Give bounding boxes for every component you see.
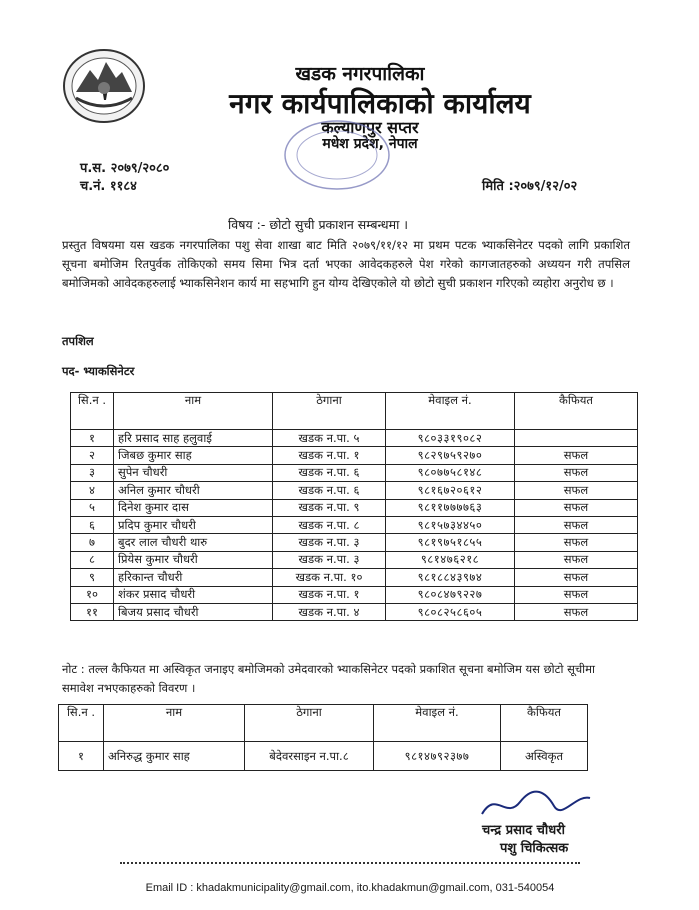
- table-row: [59, 742, 588, 771]
- col-remark-header: कैफियत: [515, 393, 638, 430]
- cell-sn: ७: [71, 534, 114, 551]
- cell-sn: १: [71, 430, 114, 447]
- cell-remark: सफल: [515, 551, 638, 568]
- cell-address: बेदेवरसाइन न.पा.८: [245, 742, 374, 771]
- cell-sn: ९: [71, 569, 114, 586]
- col-mobile-header: मेवाइल नं.: [374, 705, 501, 742]
- cell-address: खडक न.पा. ५: [273, 430, 386, 447]
- col-address-header: ठेगाना: [273, 393, 386, 430]
- cell-address: खडक न.पा. ३: [273, 534, 386, 551]
- col-name-header: नाम: [114, 393, 273, 430]
- table-row: [71, 534, 638, 551]
- office-title: नगर कार्यपालिकाको कार्यालय: [229, 87, 531, 120]
- cell-remark: अस्विकृत: [501, 742, 588, 771]
- cell-remark: सफल: [515, 516, 638, 533]
- cell-name: शंकर प्रसाद चौधरी: [114, 586, 273, 603]
- nepal-emblem-logo: [62, 48, 146, 124]
- cell-mobile: ९८०३३१९०८२: [386, 430, 515, 447]
- note-paragraph: नोट : तल्ल कैफियत मा अस्विकृत जनाइए बमोजिमको उमेदवारको भ्याकसिनेटर पदको प्रकाशित सूचना बमोजिम यस छोटो सूचीमा समावेश नभएकाहरुको विवरण ।: [62, 662, 595, 695]
- subject-line: विषय :- छोटो सुची प्रकाशन सम्बन्धमा ।: [228, 217, 409, 232]
- col-address-header: ठेगाना: [245, 705, 374, 742]
- col-mobile-header: मेवाइल नं.: [386, 393, 515, 430]
- cell-name: प्रदिप कुमार चौधरी: [114, 516, 273, 533]
- cell-remark: सफल: [515, 464, 638, 481]
- col-sn-header: सि.न .: [59, 705, 104, 742]
- cell-mobile: ९८११७७७७६३: [386, 499, 515, 516]
- table-row: [71, 464, 638, 481]
- office-stamp: [282, 118, 392, 192]
- table-row: [71, 603, 638, 620]
- cell-sn: १: [59, 742, 104, 771]
- cell-sn: ११: [71, 603, 114, 620]
- cell-sn: ८: [71, 551, 114, 568]
- signature-scribble: [476, 784, 596, 824]
- cell-sn: ४: [71, 482, 114, 499]
- cell-mobile: ९८१९७५१८५५: [386, 534, 515, 551]
- cell-address: खडक न.पा. १०: [273, 569, 386, 586]
- cell-name: अनिरुद्ध कुमार साह: [104, 742, 245, 771]
- cell-mobile: ९८१८८४३९७४: [386, 569, 515, 586]
- col-sn-header: सि.न .: [71, 393, 114, 430]
- cell-mobile: ९८१५७३४४५०: [386, 516, 515, 533]
- cell-name: बुदर लाल चौधरी थारु: [114, 534, 273, 551]
- cell-remark: सफल: [515, 447, 638, 464]
- body-paragraph: प्रस्तुत विषयमा यस खडक नगरपालिका पशु सेवा शाखा बाट मिति २०७९/११/१२ मा प्रथम पटक भ्याकसिनेटर पदको लागि प्रकाशित सूचना बमोजिम रितपुर्वक तोकिएको समय सिमा भित्र दर्ता भएका आवेदकहरुले पेश गरेको कागजातहरुको अध्ययन गरी तपसिल बमोजिमको आवेदकहरुलाई भ्याकसिनेशन कार्य मा सहभागि हुन योग्य देखिएकोले यो छोटो सुची प्रकाशन गरिएको व्यहोरा अनुरोध छ ।: [62, 238, 630, 290]
- table-row: [71, 499, 638, 516]
- cell-remark: [515, 430, 638, 447]
- cell-sn: २: [71, 447, 114, 464]
- municipality-name: खडक नगरपालिका: [295, 63, 425, 85]
- cell-name: हरि प्रसाद साह हलुवाई: [114, 430, 273, 447]
- table-row: [71, 586, 638, 603]
- table-row: [71, 430, 638, 447]
- cell-remark: सफल: [515, 569, 638, 586]
- letter-date: मिति :२०७९/१२/०२: [482, 179, 578, 194]
- cell-mobile: ९८०७७५८१४८: [386, 464, 515, 481]
- table-row: [71, 482, 638, 499]
- cell-name: बिजय प्रसाद चौधरी: [114, 603, 273, 620]
- cell-mobile: ९८०८४७९२२७: [386, 586, 515, 603]
- table-header-row: [71, 393, 638, 430]
- cell-name: दिनेश कुमार दास: [114, 499, 273, 516]
- shortlist-table: [70, 392, 638, 621]
- cell-sn: ५: [71, 499, 114, 516]
- col-name-header: नाम: [104, 705, 245, 742]
- cell-address: खडक न.पा. ६: [273, 482, 386, 499]
- cell-name: सुपेन चौधरी: [114, 464, 273, 481]
- cell-sn: १०: [71, 586, 114, 603]
- tapsil-label: तपशिल: [62, 334, 94, 348]
- cell-address: खडक न.पा. ४: [273, 603, 386, 620]
- col-remark-header: कैफियत: [501, 705, 588, 742]
- cell-address: खडक न.पा. १: [273, 447, 386, 464]
- cell-name: प्रियेस कुमार चौधरी: [114, 551, 273, 568]
- cell-address: खडक न.पा. ९: [273, 499, 386, 516]
- table-row: [71, 569, 638, 586]
- footer-contact: Email ID : khadakmunicipality@gmail.com, ito.khadakmun@gmail.com, 031-540054: [145, 882, 555, 894]
- cell-mobile: ९८१४७९२३७७: [374, 742, 501, 771]
- cell-remark: सफल: [515, 482, 638, 499]
- cell-sn: ३: [71, 464, 114, 481]
- table-row: [71, 516, 638, 533]
- footer-divider: [120, 862, 580, 864]
- cell-address: खडक न.पा. ८: [273, 516, 386, 533]
- table-header-row: [59, 705, 588, 742]
- table-row: [71, 447, 638, 464]
- cell-remark: सफल: [515, 586, 638, 603]
- table-row: [71, 551, 638, 568]
- cell-remark: सफल: [515, 534, 638, 551]
- cell-address: खडक न.पा. १: [273, 586, 386, 603]
- rejected-table: [58, 704, 588, 771]
- reference-chn: च.नं. ११८४: [80, 179, 137, 194]
- reference-ps: प.स. २०७९/२०८०: [80, 161, 170, 176]
- post-label: पद- भ्याकसिनेटर: [62, 364, 135, 378]
- cell-mobile: ९८१६७२०६१२: [386, 482, 515, 499]
- cell-name: जिबछ कुमार साह: [114, 447, 273, 464]
- signatory-title: पशु चिकित्सक: [500, 841, 569, 856]
- cell-remark: सफल: [515, 603, 638, 620]
- cell-address: खडक न.पा. ३: [273, 551, 386, 568]
- cell-remark: सफल: [515, 499, 638, 516]
- cell-name: अनिल कुमार चौधरी: [114, 482, 273, 499]
- cell-sn: ६: [71, 516, 114, 533]
- cell-mobile: ९८१४७६२१८: [386, 551, 515, 568]
- cell-mobile: ९८०८२५८६०५: [386, 603, 515, 620]
- province-line: मधेश प्रदेश, नेपाल: [322, 136, 418, 152]
- location-line: कल्याणपुर सप्तर: [321, 118, 419, 137]
- cell-mobile: ९८२९७५९२७०: [386, 447, 515, 464]
- signatory-name: चन्द्र प्रसाद चौधरी: [482, 823, 565, 838]
- cell-address: खडक न.पा. ६: [273, 464, 386, 481]
- cell-name: हरिकान्त चौधरी: [114, 569, 273, 586]
